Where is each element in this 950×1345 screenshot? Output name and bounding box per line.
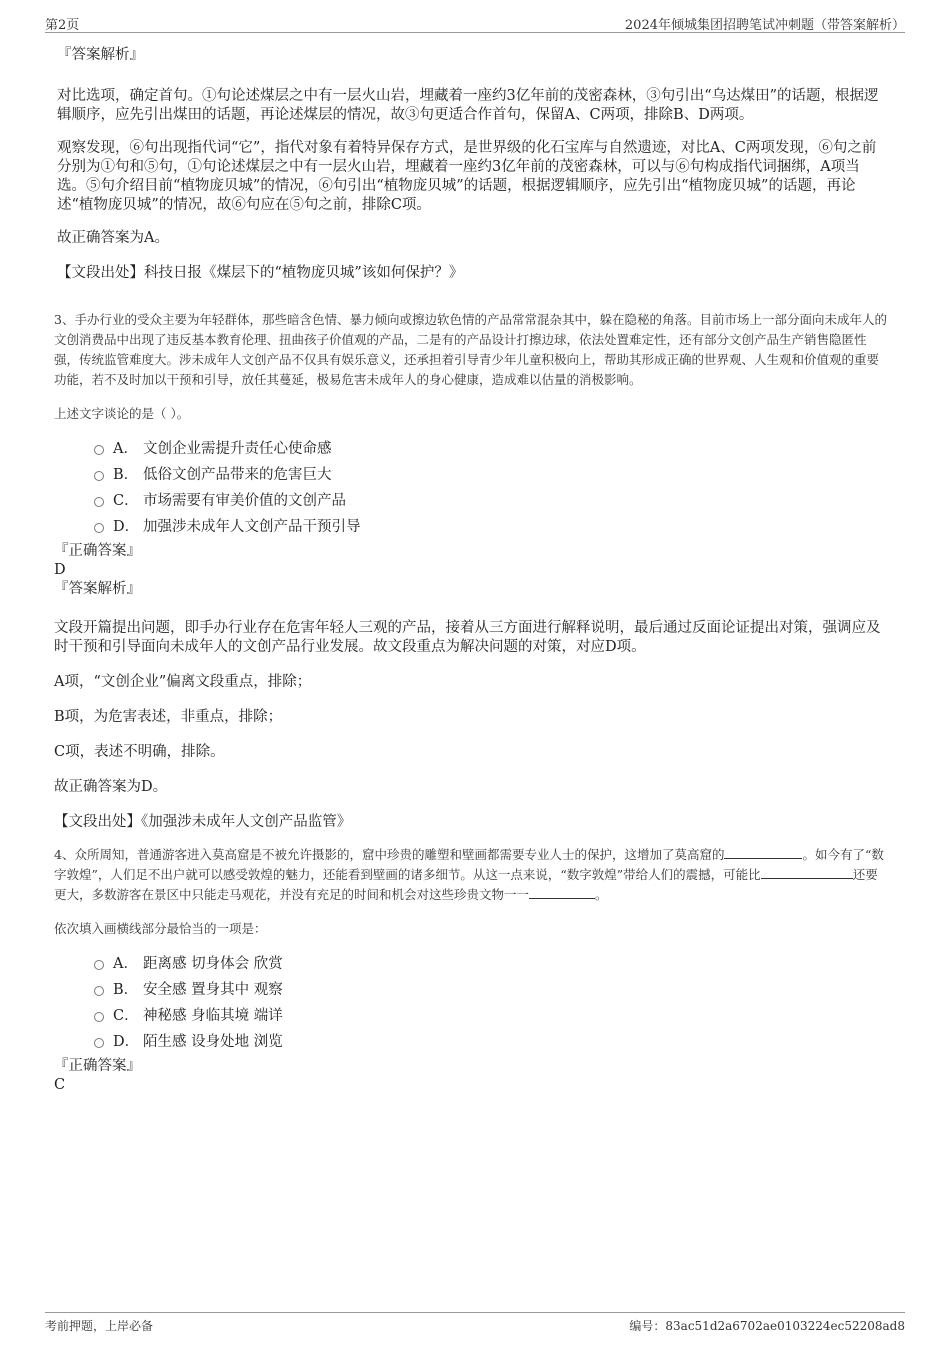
analysis-heading: 『答案解析』 xyxy=(57,47,144,63)
question-prompt: 上述文字谈论的是（ ）。 xyxy=(54,406,190,421)
page-header xyxy=(45,14,905,33)
radio-icon[interactable] xyxy=(94,445,104,455)
document-id: 编号：83ac51d2a6702ae0103224ec52208ad8 xyxy=(629,1319,905,1333)
radio-icon[interactable] xyxy=(94,1012,104,1022)
answer-heading: 『正确答案』 xyxy=(54,1058,141,1074)
analysis-paragraph: 观察发现，⑥句出现指代词“它”，指代对象有着特异保存方式，是世界级的化石宝库与自然遗迹，对比A、C两项发现，⑥句之前分别为①句和⑤句，①句论述煤层之中有一层火山岩，埋藏着一座约3亿年前的茂密森林，可以与⑥句构成指代词捆绑，A项当选。⑤句介绍目前“植物庞贝城”的情况，⑥句引出“植物庞贝城”的话题，根据逻辑顺序，应先引出“植物庞贝城”的话题，再论述“植物庞贝城”的情况，故⑥句应在⑤句之前，排除C项。 xyxy=(57,140,877,213)
question-3 xyxy=(54,310,887,832)
analysis-heading: 『答案解析』 xyxy=(54,581,141,597)
q2-analysis xyxy=(57,46,887,283)
fill-blank xyxy=(761,866,853,879)
analysis-conclusion: 故正确答案为A。 xyxy=(57,230,169,246)
radio-icon[interactable] xyxy=(94,986,104,996)
page-footer xyxy=(45,1312,905,1335)
radio-icon[interactable] xyxy=(94,471,104,481)
analysis-paragraph: 文段开篇提出问题，即手办行业存在危害年轻人三观的产品，接着从三方面进行解释说明，最后通过反面论证提出对策，强调应及时干预和引导面向未成年人的文创产品行业发展。故文段重点为解决问题的对策，对应D项。 xyxy=(54,620,881,655)
analysis-paragraph: B项，为危害表述，非重点，排除； xyxy=(54,709,283,725)
radio-icon[interactable] xyxy=(94,497,104,507)
radio-icon[interactable] xyxy=(94,1038,104,1048)
page-number: 第2页 xyxy=(45,18,80,33)
analysis-paragraph: A项，“文创企业”偏离文段重点，排除； xyxy=(54,674,312,690)
question-prompt: 依次填入画横线部分最恰当的一项是： xyxy=(54,921,267,936)
question-stem: 4、众所周知，普通游客进入莫高窟是不被允许摄影的，窟中珍贵的雕塑和壁画都需要专业人士的保护，这增加了莫高窟的 。如今有了“数字敦煌”，人们足不出户就可以感受敦煌的魅力，还能看到壁画的诸多细节。从这一点来说，“数字敦煌”带给人们的震撼，可能比 还要更大，多数游客在景区中只能走马观花，并没有充足的时间和机会对这些珍贵文物一一 。 xyxy=(54,847,884,902)
option-d[interactable]: D． 陌生感 设身处地 浏览 xyxy=(94,1027,887,1053)
document-title: 2024年倾城集团招聘笔试冲刺题（带答案解析） xyxy=(624,18,905,33)
question-4 xyxy=(54,845,887,1095)
question-stem: 3、手办行业的受众主要为年轻群体，那些暗含色情、暴力倾向或擦边软色情的产品常常混杂其中，躲在隐秘的角落。目前市场上一部分面向未成年人的文创消费品中出现了违反基本教育伦理、扭曲孩子价值观的产品，二是有的产品设计打擦边球，依法处置难定性，还有部分文创产品生产销售隐匿性强，传统监管难度大。涉未成年人文创产品不仅具有娱乐意义，还承担着引导青少年儿童积极向上，帮助其形成正确的世界观、人生观和价值观的重要功能，若不及时加以干预和引导，放任其蔓延，极易危害未成年人的身心健康，造成难以估量的消极影响。 xyxy=(54,312,887,387)
source-citation: 【文段出处】科技日报《煤层下的“植物庞贝城”该如何保护？》 xyxy=(57,265,464,281)
option-c[interactable]: C． 神秘感 身临其境 端详 xyxy=(94,1001,887,1027)
answer-value: C xyxy=(54,1077,66,1093)
analysis-paragraph: 对比选项，确定首句。①句论述煤层之中有一层火山岩，埋藏着一座约3亿年前的茂密森林，③句引出“乌达煤田”的话题，根据逻辑顺序，应先引出煤田的话题，再论述煤层的情况，故③句更适合作首句，保留A、C两项，排除B、D两项。 xyxy=(57,88,879,123)
option-a[interactable]: A． 文创企业需提升责任心使命感 xyxy=(94,434,887,460)
radio-icon[interactable] xyxy=(94,960,104,970)
footer-slogan: 考前押题，上岸必备 xyxy=(45,1319,154,1333)
answer-heading: 『正确答案』 xyxy=(54,543,141,559)
option-b[interactable]: B． 低俗文创产品带来的危害巨大 xyxy=(94,460,887,486)
options-list xyxy=(94,949,887,1053)
analysis-paragraph: C项，表述不明确，排除。 xyxy=(54,744,225,760)
source-citation: 【文段出处】《加强涉未成年人文创产品监管》 xyxy=(54,814,352,830)
option-d[interactable]: D． 加强涉未成年人文创产品干预引导 xyxy=(94,512,887,538)
fill-blank xyxy=(529,886,595,899)
options-list xyxy=(94,434,887,538)
document-body xyxy=(54,46,887,1095)
fill-blank xyxy=(724,846,802,859)
radio-icon[interactable] xyxy=(94,523,104,533)
answer-value: D xyxy=(54,562,66,578)
option-c[interactable]: C． 市场需要有审美价值的文创产品 xyxy=(94,486,887,512)
option-a[interactable]: A． 距离感 切身体会 欣赏 xyxy=(94,949,887,975)
option-b[interactable]: B． 安全感 置身其中 观察 xyxy=(94,975,887,1001)
analysis-conclusion: 故正确答案为D。 xyxy=(54,779,168,795)
